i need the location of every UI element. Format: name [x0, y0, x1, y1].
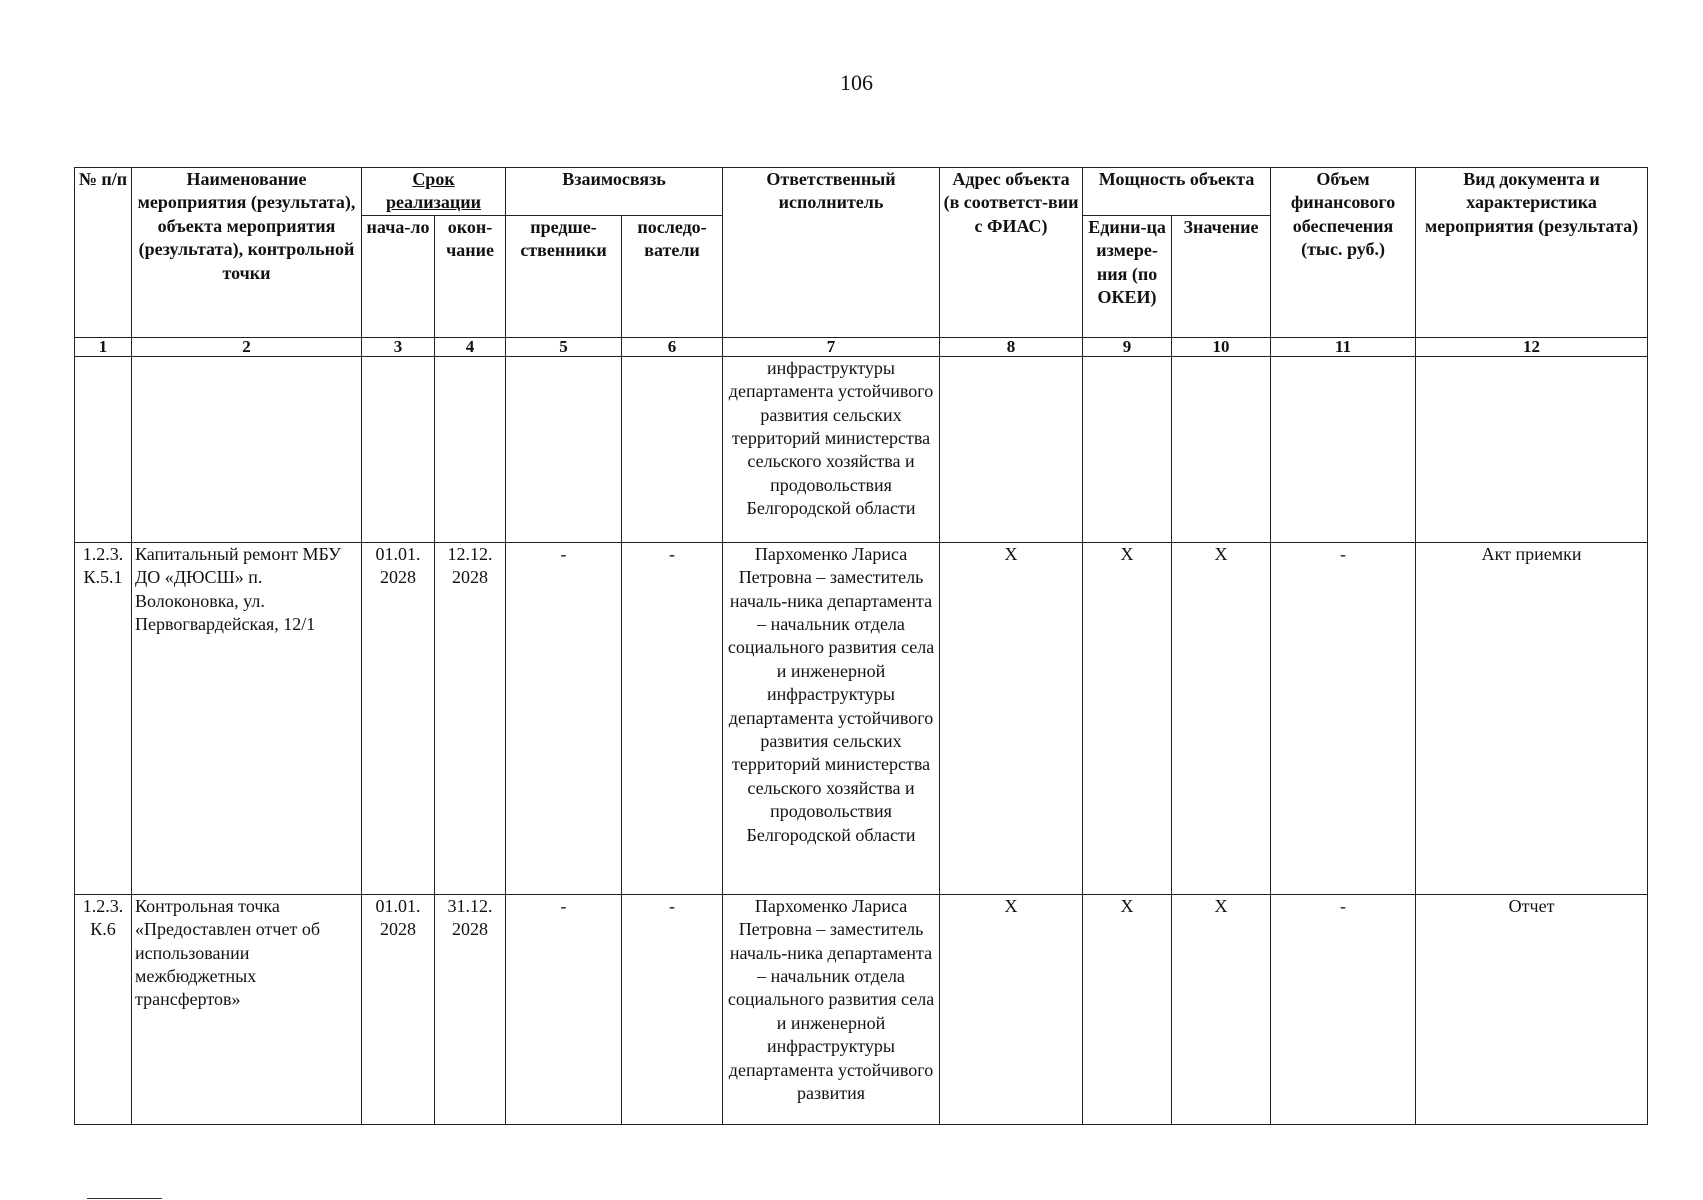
column-number: 10 [1172, 337, 1271, 356]
cell-address: Х [940, 542, 1083, 894]
table-row [75, 356, 1648, 542]
cell-name [132, 356, 362, 542]
cell-finance: - [1271, 542, 1416, 894]
page-number: 106 [840, 70, 873, 95]
column-number: 4 [435, 337, 506, 356]
cell-name: Контрольная точка «Предоставлен отчет об использовании межбюджетных трансфертов» [132, 894, 362, 1124]
cell-successors: - [622, 894, 723, 1124]
header-successors: последо-ватели [622, 215, 723, 337]
cell-end: 12.12. 2028 [435, 542, 506, 894]
header-finance: Объем финансового обеспечения (тыс. руб.) [1271, 168, 1416, 338]
cell-value: Х [1172, 894, 1271, 1124]
cell-unit: Х [1083, 542, 1172, 894]
table-row [75, 542, 1648, 894]
cell-start: 01.01. 2028 [362, 542, 435, 894]
header-end: окон-чание [435, 215, 506, 337]
header-relation-group: Взаимосвязь [506, 168, 723, 216]
header-capacity-group: Мощность объекта [1083, 168, 1271, 216]
header-unit: Едини-ца измере-ния (по ОКЕИ) [1083, 215, 1172, 337]
cell-num [75, 356, 132, 542]
cell-document: Акт приемки [1416, 542, 1648, 894]
cell-responsible: Пархоменко Лариса Петровна – заместитель началь-ника департамента – начальник отдела социального развития села и инженерной инфраструктуры департамента устойчивого развития [723, 894, 940, 1124]
cell-start [362, 356, 435, 542]
header-term-group [362, 168, 506, 216]
column-number: 3 [362, 337, 435, 356]
cell-unit [1083, 356, 1172, 542]
column-number: 1 [75, 337, 132, 356]
cell-predecessors: - [506, 542, 622, 894]
table-row [75, 894, 1648, 1124]
header-value: Значение [1172, 215, 1271, 337]
column-number: 2 [132, 337, 362, 356]
column-number: 8 [940, 337, 1083, 356]
cell-address: Х [940, 894, 1083, 1124]
cell-predecessors [506, 356, 622, 542]
header-responsible: Ответственный исполнитель [723, 168, 940, 338]
cell-value: Х [1172, 542, 1271, 894]
cell-value [1172, 356, 1271, 542]
cell-responsible: Пархоменко Лариса Петровна – заместитель началь-ника департамента – начальник отдела социального развития села и инженерной инфраструктуры департамента устойчивого развития сельских территорий министерства сельского хозяйства и продовольствия Белгородской области [723, 542, 940, 894]
header-num: № п/п [75, 168, 132, 338]
cell-document: Отчет [1416, 894, 1648, 1124]
cell-address [940, 356, 1083, 542]
column-number: 9 [1083, 337, 1172, 356]
column-number: 5 [506, 337, 622, 356]
cell-predecessors: - [506, 894, 622, 1124]
cell-end [435, 356, 506, 542]
header-predecessors: предше-ственники [506, 215, 622, 337]
cell-document [1416, 356, 1648, 542]
cell-num: 1.2.3. К.5.1 [75, 542, 132, 894]
cell-name: Капитальный ремонт МБУ ДО «ДЮСШ» п. Волоконовка, ул. Первогвардейская, 12/1 [132, 542, 362, 894]
cell-unit: Х [1083, 894, 1172, 1124]
cell-end: 31.12. 2028 [435, 894, 506, 1124]
activities-table [74, 167, 1648, 1125]
header-document: Вид документа и характеристика мероприятия (результата) [1416, 168, 1648, 338]
column-number: 12 [1416, 337, 1648, 356]
cell-responsible: инфраструктуры департамента устойчивого развития сельских территорий министерства сельского хозяйства и продовольствия Белгородской области [723, 356, 940, 542]
cell-start: 01.01. 2028 [362, 894, 435, 1124]
column-number: 7 [723, 337, 940, 356]
column-number: 6 [622, 337, 723, 356]
cell-finance: - [1271, 894, 1416, 1124]
cell-finance [1271, 356, 1416, 542]
header-term-group-label: Срок реализации [386, 169, 481, 213]
column-number: 11 [1271, 337, 1416, 356]
cell-num: 1.2.3. К.6 [75, 894, 132, 1124]
cell-successors: - [622, 542, 723, 894]
header-name: Наименование мероприятия (результата), объекта мероприятия (результата), контрольной точки [132, 168, 362, 338]
footer-line [87, 1198, 162, 1199]
cell-successors [622, 356, 723, 542]
header-start: нача-ло [362, 215, 435, 337]
header-address: Адрес объекта (в соответст-вии с ФИАС) [940, 168, 1083, 338]
